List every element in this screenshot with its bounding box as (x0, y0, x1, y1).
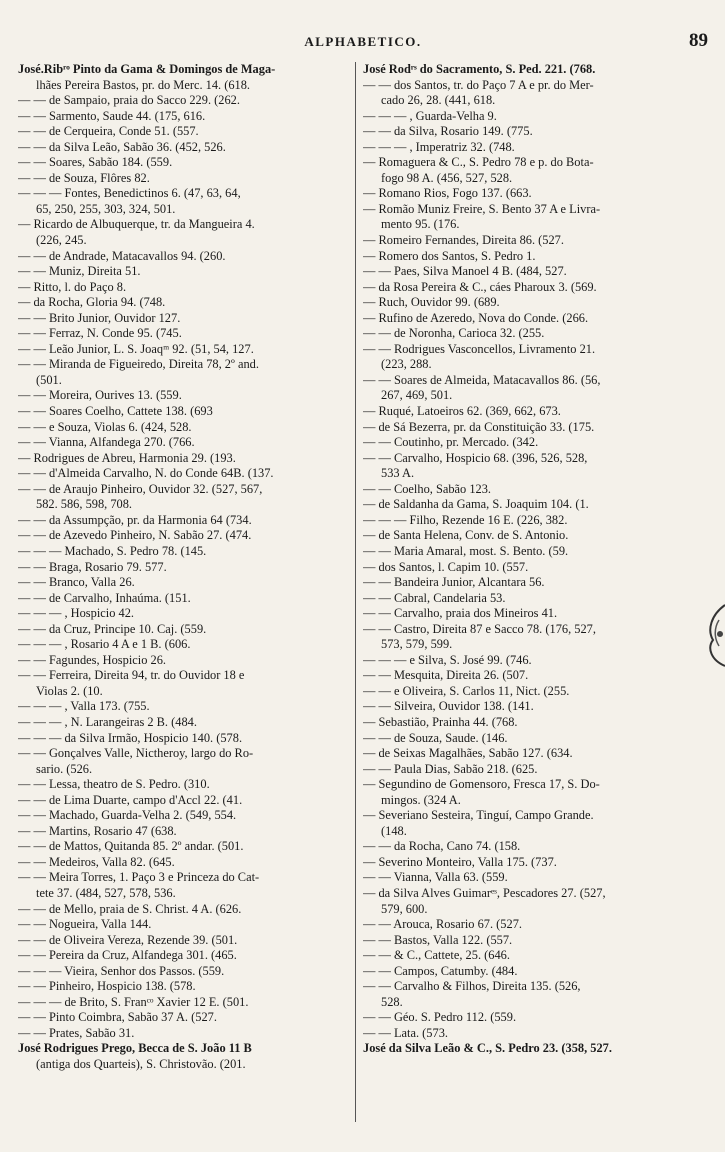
directory-entry-line: (223, 288. (381, 357, 432, 372)
directory-entry-line: — — Sarmento, Saude 44. (175, 616. (18, 108, 206, 123)
directory-entry-line: — Ruch, Ouvidor 99. (689. (363, 295, 500, 310)
directory-entry-line: — — Medeiros, Valla 82. (645. (18, 854, 175, 869)
directory-entry-line: — — de Sampaio, praia do Sacco 229. (262. (18, 93, 240, 108)
directory-entry-line: — — de Noronha, Carioca 32. (255. (363, 326, 545, 341)
directory-entry-line: — Rufino de Azeredo, Nova do Conde. (266. (363, 310, 589, 325)
directory-entry-line: — — da Silva Leão, Sabão 36. (452, 526. (18, 139, 226, 154)
directory-entry-line: lhães Pereira Bastos, pr. do Merc. 14. (618. (36, 77, 251, 92)
directory-entry-line: — — — Fontes, Benedictinos 6. (47, 63, 64, (18, 186, 241, 201)
directory-entry-line: Violas 2. (10. (36, 683, 103, 698)
directory-entry-line: José da Silva Leão & C., S. Pedro 23. (358, 527. (363, 1041, 612, 1056)
directory-entry-line: — — — e Silva, S. José 99. (746. (363, 652, 532, 667)
directory-entry-line: — — Castro, Direita 87 e Sacco 78. (176, 527, (363, 621, 596, 636)
directory-entry-line: — de Saldanha da Gama, S. Joaquim 104. (1. (363, 497, 589, 512)
directory-entry-line: — Romaguera & C., S. Pedro 78 e p. do Bota- (363, 155, 594, 170)
directory-entry-line: — — Carvalho, Hospicio 68. (396, 526, 528, (363, 450, 588, 465)
directory-entry-line: — — de Lima Duarte, campo d'Accl 22. (41. (18, 792, 243, 807)
directory-entry-line: — — Soares de Almeida, Matacavallos 86. (56, (363, 372, 601, 387)
directory-entry-line: mento 95. (176. (381, 217, 460, 232)
directory-entry-line: — — Coelho, Sabão 123. (363, 481, 492, 496)
directory-entry-line: — — Nogueira, Valla 144. (18, 917, 152, 932)
directory-entry-line: — — de Araujo Pinheiro, Ouvidor 32. (527, 567, (18, 481, 263, 496)
directory-entry-line: — — Pinto Coimbra, Sabão 37 A. (527. (18, 1010, 217, 1025)
directory-entry-line: — — Muniz, Direita 51. (18, 264, 141, 279)
directory-entry-line: — — Branco, Valla 26. (18, 575, 135, 590)
directory-entry-line: — — Géo. S. Pedro 112. (559. (363, 1010, 517, 1025)
directory-entry-line: (antiga dos Quarteis), S. Christovão. (201. (36, 1057, 246, 1071)
directory-entry-line: — — Moreira, Ourives 13. (559. (18, 388, 182, 403)
directory-entry-line: — — Paes, Silva Manoel 4 B. (484, 527. (363, 264, 567, 279)
directory-entry-line: — — & C., Cattete, 25. (646. (363, 948, 510, 963)
directory-entry-line: — — Paula Dias, Sabão 218. (625. (363, 761, 538, 776)
directory-entry-line: — de Seixas Magalhães, Sabão 127. (634. (363, 746, 573, 761)
left-column (18, 62, 349, 1122)
directory-entry-line: — — Lata. (573. (363, 1025, 448, 1040)
directory-entry-line: José Rodʳˢ do Sacramento, S. Ped. 221. (768. (363, 62, 596, 76)
directory-entry-line: 267, 469, 501. (381, 388, 453, 403)
directory-entry-line: — — da Silva, Rosario 149. (775. (363, 124, 533, 139)
directory-entry-line: — — — da Silva Irmão, Hospicio 140. (578. (18, 730, 243, 745)
directory-entry-line: 528. (381, 994, 403, 1009)
directory-entry-line: — — Braga, Rosario 79. 577. (18, 559, 167, 574)
directory-entry-line: — — Pinheiro, Hospicio 138. (578. (18, 979, 196, 994)
directory-entry-line: — — — , Hospicio 42. (18, 606, 134, 621)
directory-entry-line: — — Campos, Catumby. (484. (363, 963, 518, 978)
directory-entry-line: — — — de Brito, S. Franᶜᵒ Xavier 12 E. (501. (18, 994, 249, 1009)
directory-columns (18, 62, 708, 1122)
directory-entry-line: sario. (526. (36, 761, 93, 776)
page-number: 89 (689, 30, 708, 51)
directory-entry-line: — — — Vieira, Senhor dos Passos. (559. (18, 963, 225, 978)
directory-entry-line: — Romão Muniz Freire, S. Bento 37 A e Livra- (363, 201, 601, 216)
directory-entry-line: — — Machado, Guarda-Velha 2. (549, 554. (18, 808, 237, 823)
directory-entry-line: — de Santa Helena, Conv. de S. Antonio. (363, 528, 569, 543)
directory-entry-line: — — Maria Amaral, most. S. Bento. (59. (363, 543, 569, 558)
directory-entry-line: José Rodrigues Prego, Becca de S. João 11 B (18, 1041, 252, 1056)
directory-entry-line: — — — , Guarda-Velha 9. (363, 108, 497, 123)
directory-entry-line: mingos. (324 A. (381, 792, 461, 807)
directory-entry-line: fogo 98 A. (456, 527, 528. (381, 170, 513, 185)
directory-entry-line: — — da Rocha, Cano 74. (158. (363, 839, 521, 854)
directory-entry-line: — — — , Rosario 4 A e 1 B. (606. (18, 637, 191, 652)
directory-entry-line: — Severiano Sesteira, Tinguí, Campo Grande. (363, 808, 594, 823)
directory-entry-line: — — e Oliveira, S. Carlos 11, Nict. (255. (363, 683, 570, 698)
directory-entry-line: — — Meira Torres, 1. Paço 3 e Princeza do Cat- (18, 870, 260, 885)
directory-entry-line: — Rodrigues de Abreu, Harmonia 29. (193. (18, 450, 236, 465)
directory-entry-line: — — Lessa, theatro de S. Pedro. (310. (18, 777, 210, 792)
directory-entry-line: — — Bandeira Junior, Alcantara 56. (363, 575, 545, 590)
directory-entry-line: — — Gonçalves Valle, Nictheroy, largo do Ro- (18, 746, 254, 761)
directory-entry-line: — Ricardo de Albuquerque, tr. da Mangueira 4. (18, 217, 255, 232)
directory-entry-line: — — de Mattos, Quitanda 85. 2º andar. (501. (18, 839, 244, 854)
directory-entry-line: (501. (36, 372, 62, 387)
directory-entry-line: — — da Cruz, Principe 10. Caj. (559. (18, 621, 207, 636)
directory-entry-line: — — Ferreira, Direita 94, tr. do Ouvidor 18 e (18, 668, 245, 683)
directory-entry-line: cado 26, 28. (441, 618. (381, 93, 496, 108)
directory-entry-line: — da Rosa Pereira & C., cáes Pharoux 3. (569. (363, 279, 597, 294)
directory-entry-line: — Sebastião, Prainha 44. (768. (363, 714, 518, 729)
directory-entry-line: — — Soares Coelho, Cattete 138. (693 (18, 404, 213, 419)
directory-entry-line: — — Martins, Rosario 47 (638. (18, 823, 177, 838)
directory-entry-line: 582. 586, 598, 708. (36, 497, 133, 512)
directory-entry-line: — — da Assumpção, pr. da Harmonia 64 (734. (18, 512, 252, 527)
directory-entry-line: — — de Andrade, Matacavallos 94. (260. (18, 248, 226, 263)
directory-entry-line: — de Sá Bezerra, pr. da Constituição 33. (175. (363, 419, 595, 434)
directory-entry-line: — — Miranda de Figueiredo, Direita 78, 2º and. (18, 357, 259, 372)
directory-entry-line: — — Arouca, Rosario 67. (527. (363, 917, 522, 932)
directory-entry-line: — — Leão Junior, L. S. Joaqᵐ 92. (51, 54, 127. (18, 341, 254, 356)
directory-entry-line: — — Rodrigues Vasconcellos, Livramento 21. (363, 341, 596, 356)
directory-entry-line: — Romano Rios, Fogo 137. (663. (363, 186, 532, 201)
directory-entry-line: tete 37. (484, 527, 578, 536. (36, 885, 176, 900)
directory-entry-line: — — Coutinho, pr. Mercado. (342. (363, 435, 539, 450)
directory-entry-line: — — Brito Junior, Ouvidor 127. (18, 310, 181, 325)
page-header (18, 30, 708, 54)
directory-entry-line: — — — Machado, S. Pedro 78. (145. (18, 543, 207, 558)
column-divider (355, 62, 356, 1122)
directory-entry-line: José.Ribʳᵒ Pinto da Gama & Domingos de Maga- (18, 62, 276, 76)
directory-entry-line: — — Ferraz, N. Conde 95. (745. (18, 326, 182, 341)
directory-entry-line: — — Vianna, Valla 63. (559. (363, 870, 508, 885)
directory-entry-line: 573, 579, 599. (381, 637, 453, 652)
directory-entry-line: 65, 250, 255, 303, 324, 501. (36, 201, 176, 216)
directory-entry-line: (226, 245. (36, 233, 87, 248)
directory-entry-line: — — Carvalho, praia dos Mineiros 41. (363, 606, 558, 621)
directory-entry-line: (148. (381, 823, 407, 838)
directory-entry-line: — — de Carvalho, Inhaúma. (151. (18, 590, 191, 605)
directory-entry-line: — Ruqué, Latoeiros 62. (369, 662, 673. (363, 404, 561, 419)
directory-entry-line: — — de Souza, Saude. (146. (363, 730, 508, 745)
directory-entry-line: — — de Azevedo Pinheiro, N. Sabão 27. (474. (18, 528, 252, 543)
directory-entry-line: — — — , N. Larangeiras 2 B. (484. (18, 714, 197, 729)
directory-entry-line: 533 A. (381, 466, 415, 481)
directory-entry-line: — — Mesquita, Direita 26. (507. (363, 668, 529, 683)
directory-entry-line: — — — , Valla 173. (755. (18, 699, 150, 714)
directory-entry-line: — — dos Santos, tr. do Paço 7 A e pr. do Mer- (363, 77, 594, 92)
right-column (363, 62, 694, 1122)
directory-entry-line: — — Vianna, Alfandega 270. (766. (18, 435, 195, 450)
directory-entry-line: — — Pereira da Cruz, Alfandega 301. (465. (18, 948, 237, 963)
directory-entry-line: — — Bastos, Valla 122. (557. (363, 932, 513, 947)
directory-entry-line: — — de Cerqueira, Conde 51. (557. (18, 124, 199, 139)
directory-entry-line: — da Rocha, Gloria 94. (748. (18, 295, 166, 310)
directory-entry-line: — Segundino de Gomensoro, Fresca 17, S. Do- (363, 777, 600, 792)
directory-entry-line: — — e Souza, Violas 6. (424, 528. (18, 419, 192, 434)
directory-entry-line: — — Fagundes, Hospicio 26. (18, 652, 166, 667)
directory-entry-line: — — de Mello, praia de S. Christ. 4 A. (626. (18, 901, 242, 916)
directory-entry-line: — — Soares, Sabão 184. (559. (18, 155, 173, 170)
directory-entry-line: — — Silveira, Ouvidor 138. (141. (363, 699, 534, 714)
directory-entry-line: — da Silva Alves Guimarᵉˢ, Pescadores 27. (527, (363, 885, 606, 900)
margin-ornament-icon (705, 600, 725, 670)
directory-entry-line: — — Prates, Sabão 31. (18, 1025, 135, 1040)
directory-entry-line: — — Cabral, Candelaria 53. (363, 590, 506, 605)
directory-entry-line: — Romero dos Santos, S. Pedro 1. (363, 248, 536, 263)
directory-entry-line: — Ritto, l. do Paço 8. (18, 279, 127, 294)
directory-entry-line: — — d'Almeida Carvalho, N. do Conde 64B. (137. (18, 466, 274, 481)
directory-entry-line: — dos Santos, l. Capim 10. (557. (363, 559, 529, 574)
directory-entry-line: — Severino Monteiro, Valla 175. (737. (363, 854, 557, 869)
directory-entry-line: — — — Filho, Rezende 16 E. (226, 382. (363, 512, 568, 527)
directory-entry-line: — — de Souza, Flôres 82. (18, 170, 150, 185)
directory-entry-line: — — Carvalho & Filhos, Direita 135. (526, (363, 979, 581, 994)
directory-entry-line: — — de Oliveira Vereza, Rezende 39. (501. (18, 932, 238, 947)
directory-entry-line: — Romeiro Fernandes, Direita 86. (527. (363, 233, 564, 248)
directory-entry-line: — — — , Imperatriz 32. (748. (363, 139, 515, 154)
running-title: ALPHABETICO. (304, 34, 422, 49)
directory-entry-line: 579, 600. (381, 901, 428, 916)
